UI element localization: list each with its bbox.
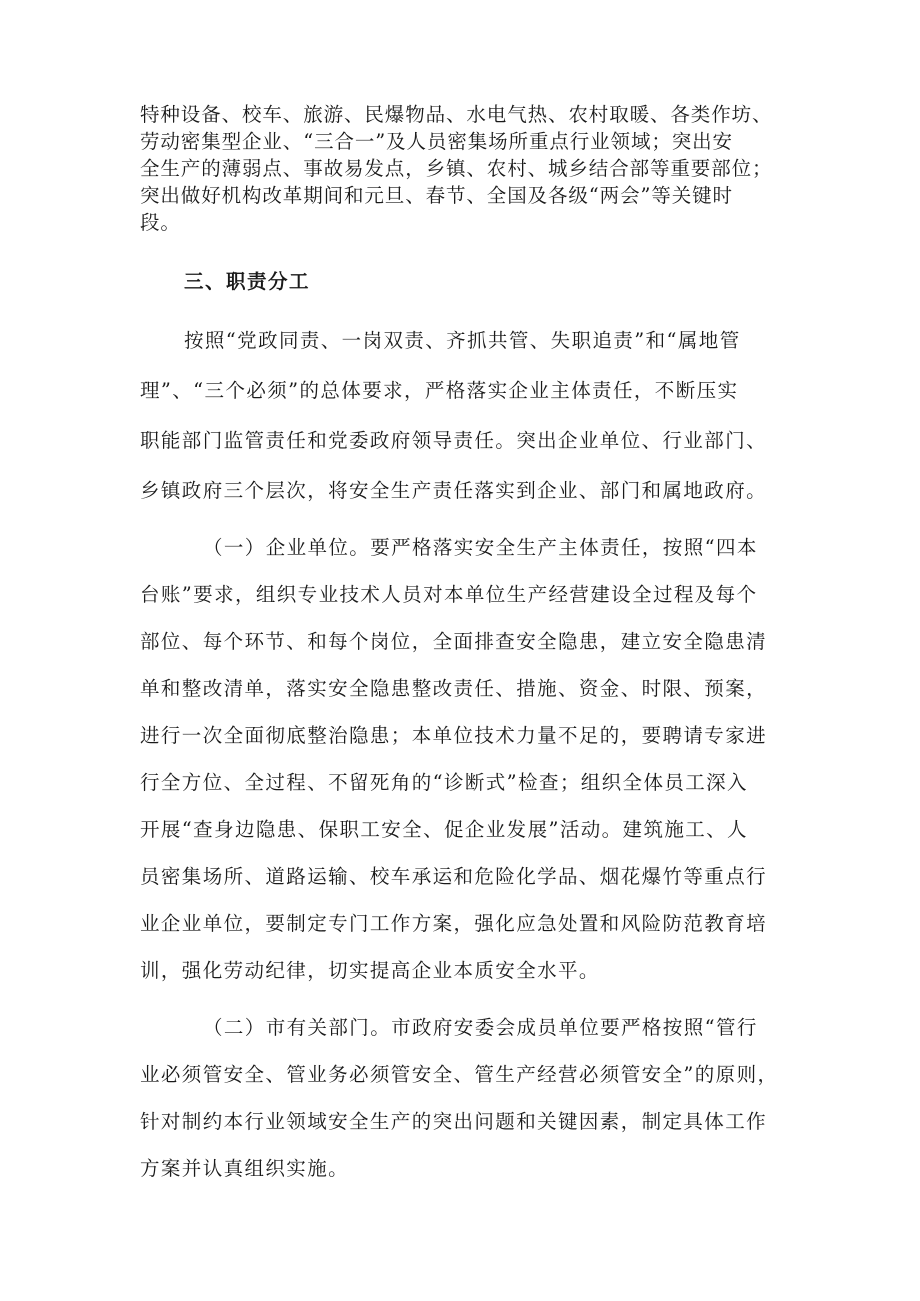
para2-line: 单和整改清单，落实安全隐患整改责任、措施、资金、时限、预案， bbox=[140, 677, 768, 700]
intro-line: 突出做好机构改革期间和元旦、春节、全国及各级“两会”等关键时 bbox=[140, 184, 733, 207]
para3-line: （二）市有关部门。市政府安委会成员单位要严格按照“管行 bbox=[203, 1016, 758, 1039]
para3-line: 方案并认真组织实施。 bbox=[140, 1157, 350, 1180]
para2-line: 进行一次全面彻底整治隐患；本单位技术力量不足的，要聘请专家进 bbox=[140, 724, 768, 747]
para3-line: 针对制约本行业领域安全生产的突出问题和关键因素，制定具体工作 bbox=[140, 1110, 768, 1133]
para2-line: 行全方位、全过程、不留死角的“诊断式”检查；组织全体员工深入 bbox=[140, 771, 748, 794]
para2-line: 员密集场所、道路运输、校车承运和危险化学品、烟花爆竹等重点行 bbox=[140, 865, 768, 888]
para2-line: 台账”要求，组织专业技术人员对本单位生产经营建设全过程及每个 bbox=[140, 583, 758, 606]
intro-line: 特种设备、校车、旅游、民爆物品、水电气热、农村取暖、各类作坊、 bbox=[140, 103, 773, 126]
para2-line: 开展“查身边隐患、保职工安全、促企业发展”活动。建筑施工、人 bbox=[140, 818, 748, 841]
intro-line: 段。 bbox=[140, 211, 181, 234]
intro-line: 劳动密集型企业、“三合一”及人员密集场所重点行业领域；突出安 bbox=[140, 130, 733, 153]
para2-line: 部位、每个环节、和每个岗位，全面排查安全隐患，建立安全隐患清 bbox=[140, 630, 768, 653]
para1-line: 理”、“三个必须”的总体要求，严格落实企业主体责任，不断压实 bbox=[140, 379, 739, 402]
para1-line: 按照“党政同责、一岗双责、齐抓共管、失职追责”和“属地管 bbox=[184, 329, 741, 352]
section-heading: 三、职责分工 bbox=[184, 270, 311, 293]
para3-line: 业必须管安全、管业务必须管安全、管生产经营必须管安全”的原则， bbox=[140, 1063, 779, 1086]
intro-line: 全生产的薄弱点、事故易发点，乡镇、农村、城乡结合部等重要部位； bbox=[140, 157, 773, 180]
para2-line: （一）企业单位。要严格落实安全生产主体责任，按照“四本 bbox=[203, 536, 758, 559]
para1-line: 职能部门监管责任和党委政府领导责任。突出企业单位、行业部门、 bbox=[140, 429, 768, 452]
para2-line: 业企业单位，要制定专门工作方案，强化应急处置和风险防范教育培 bbox=[140, 912, 768, 935]
para1-line: 乡镇政府三个层次，将安全生产责任落实到企业、部门和属地政府。 bbox=[140, 479, 768, 502]
para2-line: 训，强化劳动纪律，切实提高企业本质安全水平。 bbox=[140, 959, 600, 982]
